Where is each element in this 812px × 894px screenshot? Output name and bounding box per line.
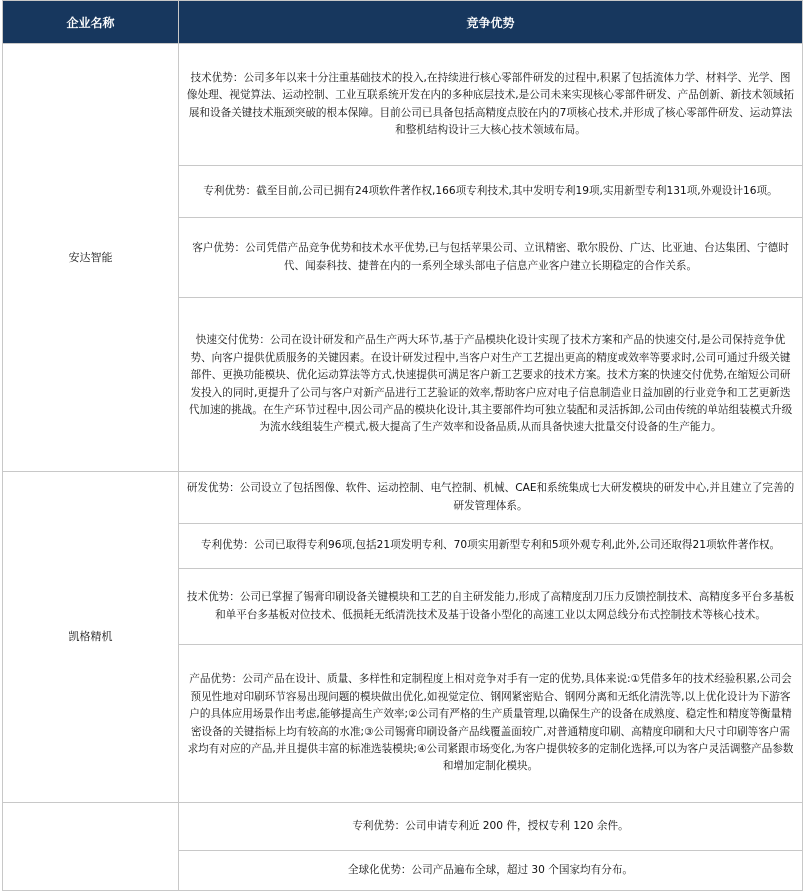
- advantage-cell: 研发优势：公司设立了包括图像、软件、运动控制、电气控制、机械、CAE和系统集成七大研发模块的研发中心,并且建立了完善的研发管理体系。: [179, 472, 803, 524]
- advantage-cell: 专利优势：截至目前,公司已拥有24项软件著作权,166项专利技术,其中发明专利19项,实用新型专利131项,外观设计16项。: [179, 166, 803, 218]
- company-name: 凯格精机: [3, 472, 179, 803]
- advantage-cell: 产品优势：公司产品在设计、质量、多样性和定制程度上相对竞争对手有一定的优势,具体来说:①凭借多年的技术经验积累,公司会预见性地对印刷环节容易出现问题的模块做出优化,如视觉定位、钢网紧密贴合、钢网分离和无纸化清洗等,以上优化设计为下游客户的具体应用场景作出考虑,能够提高生产效率;②公司有严格的生产质量管理,以确保生产的设备在成熟度、稳定性和精度等衡量精密设备的关键指标上均有较高的水准;③公司锡膏印刷设备产品线覆盖面较广,对普通精度印刷、高精度印刷和大尺寸印刷等客户需求均有对应的产品,并且提供丰富的标准选装模块;④公司紧跟市场变化,为客户提供较多的定制化选择,可以为客户灵活调整产品参数和增加定制化模块。: [179, 645, 803, 803]
- advantage-cell: 专利优势：公司申请专利近 200 件，授权专利 120 余件。: [179, 803, 803, 851]
- advantage-cell: 专利优势：公司已取得专利96项,包括21项发明专利、70项实用新型专利和5项外观专利,此外,公司还取得21项软件著作权。: [179, 524, 803, 569]
- table-row: [3, 803, 803, 851]
- company-name: 安达智能: [3, 44, 179, 472]
- table-header-row: [3, 1, 803, 44]
- header-advantage: 竞争优势: [179, 1, 803, 44]
- header-company: 企业名称: [3, 1, 179, 44]
- advantage-cell: 技术优势：公司已掌握了锡膏印刷设备关键模块和工艺的自主研发能力,形成了高精度刮刀压力反馈控制技术、高精度多平台多基板和单平台多基板对位技术、低损耗无纸清洗技术及基于设备小型化的高速工业以太网总线分布式控制技术等核心技术。: [179, 569, 803, 645]
- advantage-cell: 客户优势：公司凭借产品竞争优势和技术水平优势,已与包括苹果公司、立讯精密、歌尔股份、广达、比亚迪、台达集团、宁德时代、闻泰科技、捷普在内的一系列全球头部电子信息产业客户建立长期稳定的合作关系。: [179, 218, 803, 298]
- advantage-cell: 快速交付优势：公司在设计研发和产品生产两大环节,基于产品模块化设计实现了技术方案和产品的快速交付,是公司保持竞争优势、向客户提供优质服务的关键因素。在设计研发过程中,当客户对生产工艺提出更高的精度或效率等要求时,公司可通过升级关键部件、更换功能模块、优化运动算法等方式,快速提供可满足客户新工艺要求的技术方案。技术方案的快速交付优势,在缩短公司研发投入的同时,更提升了公司与客户对新产品进行工艺验证的效率,帮助客户应对电子信息制造业日益加剧的行业竞争和工艺更新迭代加速的挑战。在生产环节过程中,因公司产品的模块化设计,其主要部件均可独立装配和灵活拆卸,公司由传统的单站组装模式升级为流水线组装生产模式,极大提高了生产效率和设备品质,从而具备快速大批量交付设备的生产能力。: [179, 298, 803, 472]
- advantage-cell: 全球化优势：公司产品遍布全球，超过 30 个国家均有分布。: [179, 851, 803, 891]
- competition-table: [2, 0, 803, 891]
- company-name: [3, 803, 179, 891]
- table-row: [3, 44, 803, 166]
- advantage-cell: 技术优势：公司多年以来十分注重基础技术的投入,在持续进行核心零部件研发的过程中,积累了包括流体力学、材料学、光学、图像处理、视觉算法、运动控制、工业互联系统开发在内的多种底层技术,是公司未来实现核心零部件研发、产品创新、新技术领域拓展和设备关键技术瓶颈突破的根本保障。目前公司已具备包括高精度点胶在内的7项核心技术,并形成了核心零部件研发、运动算法和整机结构设计三大核心技术领域布局。: [179, 44, 803, 166]
- table-row: [3, 472, 803, 524]
